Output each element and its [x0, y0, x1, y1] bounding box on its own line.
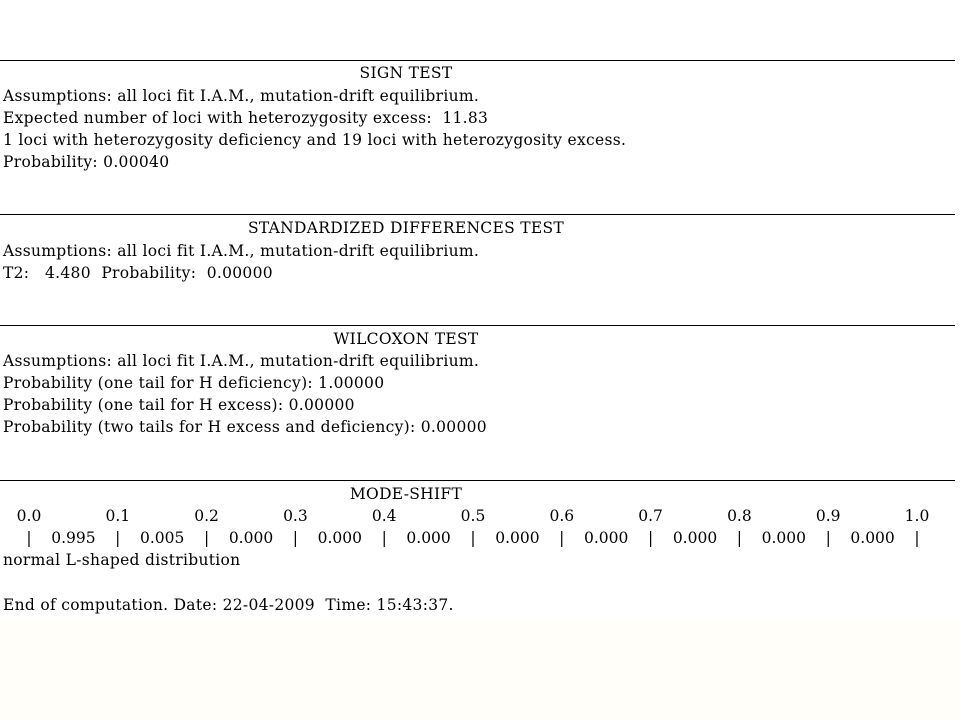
mode-shift-heading: MODE-SHIFT [349, 485, 463, 503]
wilcoxon-test-heading: WILCOXON TEST [333, 330, 479, 348]
wilcoxon-test-assumptions: Assumptions: all loci fit I.A.M., mutation-drift equilibrium. [3, 352, 480, 370]
wilcoxon-deficiency-probability: Probability (one tail for H deficiency): 1.00000 [3, 374, 385, 392]
end-of-computation: End of computation. Date: 22-04-2009 Time: 15:43:37. [3, 596, 454, 614]
mode-shift-value: 0.000 [850, 529, 895, 547]
mode-shift-scale-label: 0.1 [105, 507, 131, 525]
mode-shift-separator: | [292, 529, 299, 547]
mode-shift-scale-label: 0.9 [815, 507, 841, 525]
mode-shift-value: 0.000 [406, 529, 451, 547]
mode-shift-scale-label: 1.0 [904, 507, 930, 525]
mode-shift-scale-label: 0.3 [283, 507, 308, 525]
mode-shift-value: 0.000 [584, 529, 629, 547]
section-divider-wilcoxon-test [0, 325, 955, 326]
wilcoxon-two-tails-probability: Probability (two tails for H excess and deficiency): 0.00000 [3, 418, 487, 436]
standardized-test-assumptions: Assumptions: all loci fit I.A.M., mutation-drift equilibrium. [3, 242, 480, 260]
mode-shift-scale-row [0, 505, 960, 527]
mode-shift-distribution: normal L-shaped distribution [3, 551, 241, 569]
section-divider-standardized-test [0, 214, 955, 215]
empty-area [0, 620, 960, 720]
mode-shift-value: 0.000 [317, 529, 362, 547]
mode-shift-value: 0.000 [228, 529, 274, 547]
mode-shift-separator: | [26, 529, 32, 547]
sign-test-probability: Probability: 0.00040 [3, 153, 170, 171]
mode-shift-scale-label: 0.8 [727, 507, 752, 525]
mode-shift-value: 0.000 [761, 529, 806, 547]
mode-shift-separator: | [115, 529, 121, 547]
mode-shift-scale-label: 0.4 [371, 507, 397, 525]
mode-shift-value: 0.000 [672, 529, 718, 547]
standardized-test-heading: STANDARDIZED DIFFERENCES TEST [247, 219, 565, 237]
mode-shift-separator: | [203, 529, 210, 547]
mode-shift-separator: | [914, 529, 920, 547]
section-divider-sign-test [0, 60, 955, 61]
section-divider-mode-shift [0, 480, 955, 481]
sign-test-assumptions: Assumptions: all loci fit I.A.M., mutation-drift equilibrium. [3, 87, 480, 105]
sign-test-counts: 1 loci with heterozygosity deficiency and 19 loci with heterozygosity excess. [3, 131, 627, 149]
mode-shift-separator: | [647, 529, 654, 547]
mode-shift-separator: | [736, 529, 743, 547]
mode-shift-scale-label: 0.5 [460, 507, 486, 525]
mode-shift-separator: | [470, 529, 476, 547]
mode-shift-value: 0.000 [495, 529, 540, 547]
mode-shift-values-row [0, 527, 960, 549]
mode-shift-separator: | [559, 529, 565, 547]
mode-shift-separator: | [825, 529, 831, 547]
mode-shift-scale-label: 0.2 [194, 507, 219, 525]
mode-shift-value: 0.995 [51, 529, 96, 547]
mode-shift-scale-label: 0.7 [638, 507, 663, 525]
sign-test-heading: SIGN TEST [359, 64, 453, 82]
mode-shift-scale-label: 0.6 [549, 507, 575, 525]
standardized-test-result: T2: 4.480 Probability: 0.00000 [3, 264, 273, 282]
mode-shift-separator: | [381, 529, 387, 547]
mode-shift-value: 0.005 [140, 529, 185, 547]
mode-shift-scale-label: 0.0 [16, 507, 42, 525]
wilcoxon-excess-probability: Probability (one tail for H excess): 0.00000 [3, 396, 355, 414]
sign-test-expected: Expected number of loci with heterozygosity excess: 11.83 [3, 109, 489, 127]
